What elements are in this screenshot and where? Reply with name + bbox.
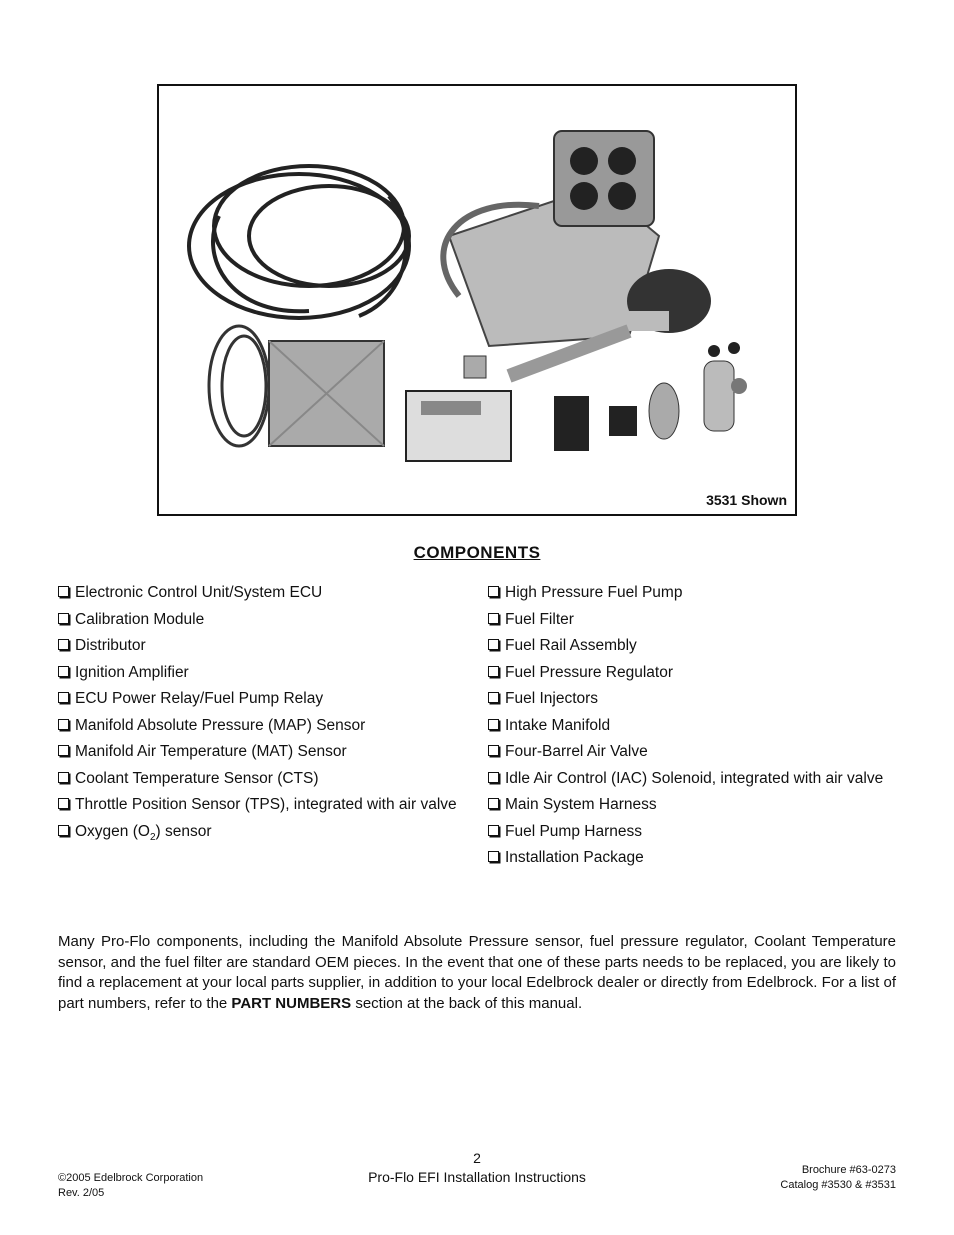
list-item: Intake Manifold	[488, 713, 908, 740]
checkbox-icon	[488, 719, 499, 730]
list-item: Installation Package	[488, 845, 908, 872]
checkbox-icon	[58, 586, 69, 597]
list-item-oxygen: Oxygen $(O_2)$ sensor	[58, 819, 478, 846]
revision-text: Rev. 2/05	[58, 1187, 105, 1199]
list-item: Calibration Module	[58, 607, 478, 634]
checkbox-icon	[488, 798, 499, 809]
checkbox-icon	[58, 692, 69, 703]
list-item: Electronic Control Unit/System ECU	[58, 580, 478, 607]
checkbox-icon	[488, 851, 499, 862]
checkbox-icon	[58, 666, 69, 677]
brochure-number: Brochure #63-0273	[801, 1164, 896, 1176]
checkbox-icon	[58, 613, 69, 624]
checkbox-icon	[58, 639, 69, 650]
checkbox-icon	[488, 586, 499, 597]
catalog-number: Catalog #3530 & #3531	[780, 1179, 896, 1191]
checkbox-icon	[488, 772, 499, 783]
components-list-right	[488, 580, 908, 872]
checkbox-icon	[488, 745, 499, 756]
body-paragraph: Many Pro-Flo components, including the Manifold Absolute Pressure sensor, fuel pressure regulator, Coolant Temperature sensor, and the fuel filter are standard OEM pieces. In the event that one of these parts needs to be replaced, you are likely to find a replacement at your local parts supplier, in addition to your local Edelbrock dealer or directly from Edelbrock. For a list of part numbers, refer to the PART NUMBERS section at the back of this manual.	[58, 933, 896, 1012]
checkbox-icon	[58, 745, 69, 756]
list-item: Fuel Pressure Regulator	[488, 660, 908, 687]
list-item: Main System Harness	[488, 792, 908, 819]
checkbox-icon	[488, 639, 499, 650]
checkbox-icon	[488, 692, 499, 703]
checkbox-icon	[488, 666, 499, 677]
figure-caption: 3531 Shown	[706, 492, 787, 508]
list-item: Four-Barrel Air Valve	[488, 739, 908, 766]
checkbox-icon	[488, 613, 499, 624]
list-item: High Pressure Fuel Pump	[488, 580, 908, 607]
list-item: Fuel Rail Assembly	[488, 633, 908, 660]
list-item: Manifold Absolute Pressure (MAP) Sensor	[58, 713, 478, 740]
list-item: Manifold Air Temperature (MAT) Sensor	[58, 739, 478, 766]
list-item: ECU Power Relay/Fuel Pump Relay	[58, 686, 478, 713]
list-item: Idle Air Control (IAC) Solenoid, integrated with air valve	[488, 766, 908, 793]
checkbox-icon	[58, 798, 69, 809]
page-number: 2	[473, 1150, 481, 1166]
list-item: Throttle Position Sensor (TPS), integrated with air valve	[58, 792, 478, 819]
part-numbers-reference: PART NUMBERS	[231, 994, 352, 1012]
copyright-text: ©2005 Edelbrock Corporation	[58, 1172, 204, 1184]
components-heading: COMPONENTS	[413, 543, 541, 562]
product-photo	[159, 86, 795, 514]
checkbox-icon	[58, 825, 69, 836]
footer-right	[780, 1163, 896, 1193]
product-photo-frame	[157, 84, 797, 516]
components-list-left	[58, 580, 478, 845]
checkbox-icon	[58, 772, 69, 783]
checkbox-icon	[58, 719, 69, 730]
checkbox-icon	[488, 825, 499, 836]
document-title: Pro-Flo EFI Installation Instructions	[368, 1169, 586, 1185]
list-item: Distributor	[58, 633, 478, 660]
list-item: Ignition Amplifier	[58, 660, 478, 687]
list-item: Fuel Injectors	[488, 686, 908, 713]
list-item: Coolant Temperature Sensor (CTS)	[58, 766, 478, 793]
list-item: Fuel Pump Harness	[488, 819, 908, 846]
list-item: Fuel Filter	[488, 607, 908, 634]
